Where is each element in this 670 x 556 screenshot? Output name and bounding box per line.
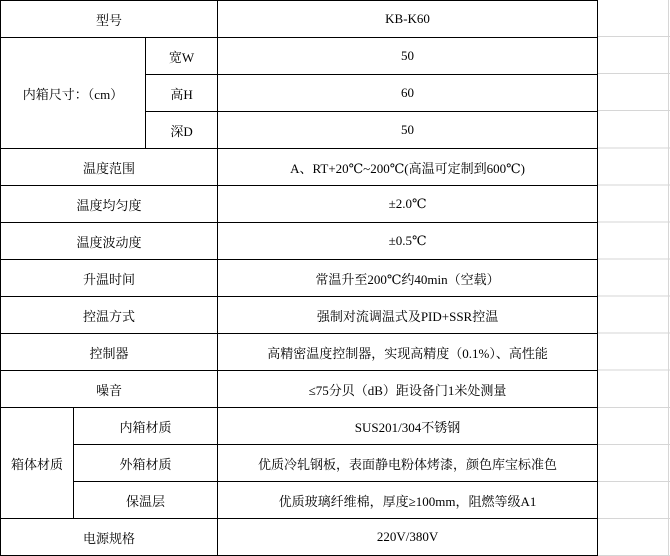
table-row-temp-range [1,149,598,186]
controller-value-cell: 高精密温度控制器，实现高精度（0.1%）、高性能 [218,334,598,371]
model-value-cell: KB-K60 [218,1,598,38]
table-row-inner-material [1,408,598,445]
temp-fluctuation-value-cell: ±0.5℃ [218,223,598,260]
temp-uniformity-label-cell: 温度均匀度 [1,186,218,223]
dim-depth-label-cell: 深D [146,112,218,149]
inner-size-label-cell: 内箱尺寸：（cm） [1,38,146,149]
table-row-controller [1,334,598,371]
dim-height-value-cell: 60 [218,75,598,112]
power-label-cell: 电源规格 [1,519,218,556]
table-row-model [1,1,598,38]
table-row-control-mode [1,297,598,334]
outer-material-value-cell: 优质冷轧钢板，表面静电粉体烤漆，颜色库宝标准色 [218,445,598,482]
heatup-time-label-cell: 升温时间 [1,260,218,297]
insulation-label-cell: 保温层 [74,482,218,519]
dim-depth-value-cell: 50 [218,112,598,149]
table-row-temp-fluctuation [1,223,598,260]
control-mode-label-cell: 控温方式 [1,297,218,334]
sheet-background [597,0,670,556]
power-value-cell: 220V/380V [218,519,598,556]
cabinet-material-label-cell: 箱体材质 [1,408,74,519]
insulation-value-cell: 优质玻璃纤维棉，厚度≥100mm，阻燃等级A1 [218,482,598,519]
temp-fluctuation-label-cell: 温度波动度 [1,223,218,260]
sheet-gridline-vertical [668,0,669,556]
dim-width-label-cell: 宽W [146,38,218,75]
table-row-dim-width [1,38,598,75]
model-label-cell: 型号 [1,1,218,38]
heatup-time-value-cell: 常温升至200℃约40min（空载） [218,260,598,297]
controller-label-cell: 控制器 [1,334,218,371]
dim-width-value-cell: 50 [218,38,598,75]
temp-uniformity-value-cell: ±2.0℃ [218,186,598,223]
temp-range-value-cell: A、RT+20℃~200℃(高温可定制到600℃) [218,149,598,186]
table-row-power [1,519,598,556]
dim-height-label-cell: 高H [146,75,218,112]
inner-material-value-cell: SUS201/304不锈钢 [218,408,598,445]
table-row-noise [1,371,598,408]
inner-material-label-cell: 内箱材质 [74,408,218,445]
table-row-insulation [1,482,598,519]
table-row-outer-material [1,445,598,482]
table-row-heatup-time [1,260,598,297]
noise-value-cell: ≤75分贝（dB）距设备门1米处测量 [218,371,598,408]
control-mode-value-cell: 强制对流调温式及PID+SSR控温 [218,297,598,334]
temp-range-label-cell: 温度范围 [1,149,218,186]
outer-material-label-cell: 外箱材质 [74,445,218,482]
noise-label-cell: 噪音 [1,371,218,408]
table-row-temp-uniformity [1,186,598,223]
